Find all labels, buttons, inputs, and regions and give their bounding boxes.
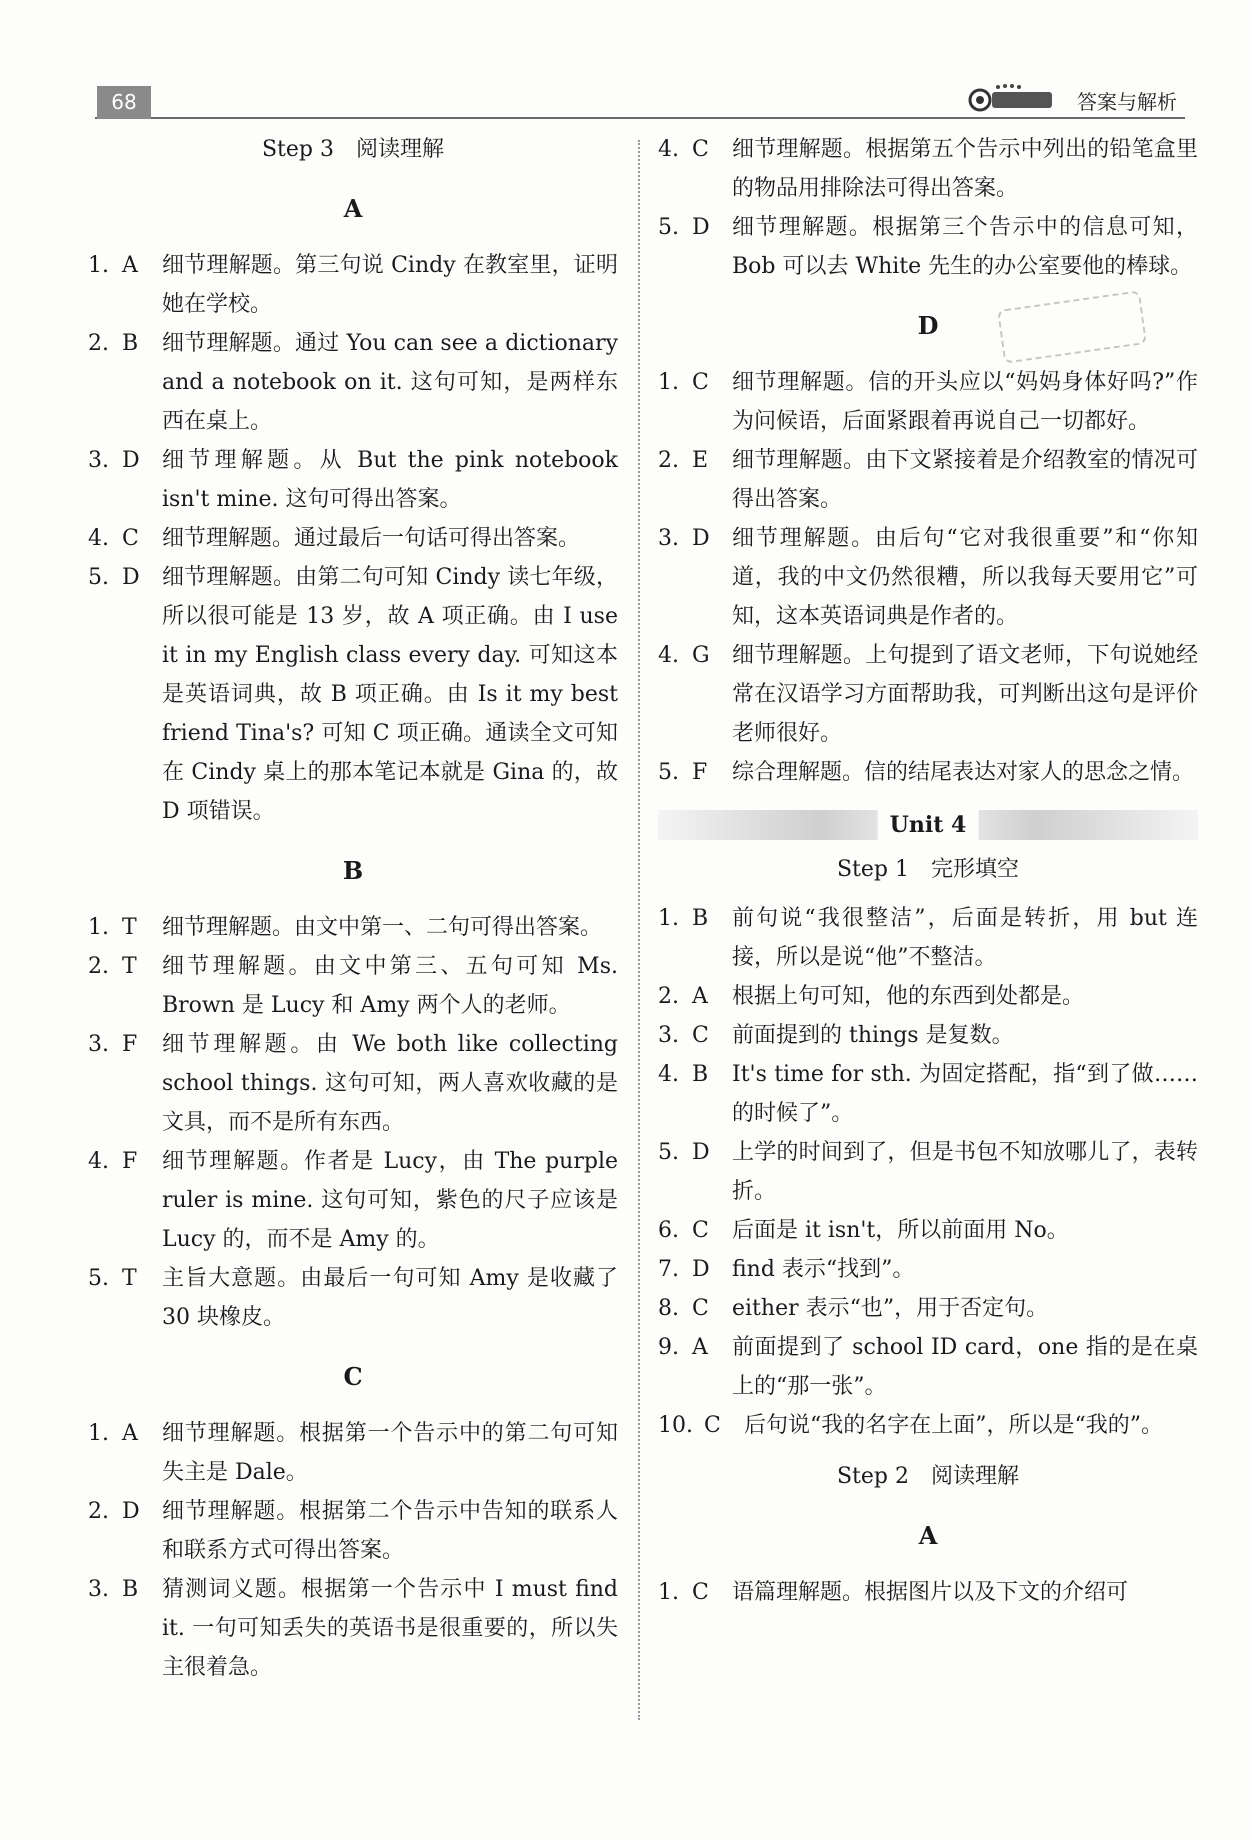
- answer-item: 6. C 后面是 it isn't，所以前面用 No。: [658, 1218, 1069, 1243]
- answer-item: 5. F 综合理解题。信的结尾表达对家人的思念之情。: [658, 760, 1195, 785]
- answer-item: 1. B 前句说“我很整洁”，后面是转折，用 but 连接，所以是说“他”不整洁。: [658, 906, 1198, 970]
- answer-item: 3. B 猜测词义题。根据第一个告示中 I must find it. 一句可知丢失的英语书是很重要的，所以失主很着急。: [88, 1577, 618, 1680]
- answer-item: 5. D 上学的时间到了，但是书包不知放哪儿了，表转折。: [658, 1140, 1198, 1204]
- step-title: Step 3 阅读理解: [261, 137, 444, 162]
- unit-banner: [658, 810, 1198, 840]
- step-title: Step 2 阅读理解: [836, 1464, 1019, 1489]
- answer-item: 9. A 前面提到了 school ID card，one 指的是在桌上的“那一张”。: [658, 1335, 1198, 1399]
- section-letter: B: [342, 856, 364, 885]
- section-letter: D: [917, 311, 939, 340]
- step-title: Step 1 完形填空: [836, 857, 1019, 882]
- answer-item: 2. D 细节理解题。根据第二个告示中告知的联系人和联系方式可得出答案。: [88, 1499, 618, 1563]
- header-rule: [95, 117, 1185, 119]
- answer-item: 1. A 细节理解题。第三句说 Cindy 在教室里，证明她在学校。: [88, 253, 618, 317]
- answer-item: 10. C 后句说“我的名字在上面”，所以是“我的”。: [658, 1413, 1163, 1438]
- answer-item: 2. A 根据上句可知，他的东西到处都是。: [658, 984, 1085, 1009]
- answer-item: 2. B 细节理解题。通过 You can see a dictionary and a notebook on it. 这句可知，是两样东西在桌上。: [88, 331, 618, 434]
- answer-item: 5. D 细节理解题。根据第三个告示中的信息可知，Bob 可以去 White 先生的办公室要他的棒球。: [658, 215, 1198, 279]
- answer-item: 8. C either 表示“也”，用于否定句。: [658, 1296, 1049, 1321]
- answer-item: 5. T 主旨大意题。由最后一句可知 Amy 是收藏了 30 块橡皮。: [88, 1266, 618, 1330]
- answer-item: 2. T 细节理解题。由文中第三、五句可知 Ms. Brown 是 Lucy 和 Amy 两个人的老师。: [88, 954, 618, 1018]
- answer-item: 4. F 细节理解题。作者是 Lucy，由 The purple ruler is mine. 这句可知，紫色的尺子应该是 Lucy 的，而不是 Amy 的。: [88, 1149, 618, 1252]
- right-column: [658, 130, 1198, 1612]
- unit-title: Unit 4: [878, 810, 979, 840]
- header-title: 答案与解析: [1077, 90, 1177, 114]
- answer-item: 4. C 细节理解题。通过最后一句话可得出答案。: [88, 526, 581, 551]
- answer-item: 1. T 细节理解题。由文中第一、二句可得出答案。: [88, 915, 603, 940]
- answer-item: 1. C 细节理解题。信的开头应以“妈妈身体好吗?”作为问候语，后面紧跟着再说自己一切都好。: [658, 370, 1198, 434]
- section-letter: A: [343, 194, 363, 223]
- answer-item: 1. A 细节理解题。根据第一个告示中的第二句可知失主是 Dale。: [88, 1421, 618, 1485]
- answer-item: 3. C 前面提到的 things 是复数。: [658, 1023, 1014, 1048]
- answer-item: 3. F 细节理解题。由 We both like collecting school things. 这句可知，两人喜欢收藏的是文具，而不是所有东西。: [88, 1032, 618, 1135]
- left-column: [88, 130, 618, 1687]
- answer-item: 4. C 细节理解题。根据第五个告示中列出的铅笔盒里的物品用排除法可得出答案。: [658, 137, 1198, 201]
- answer-item: 3. D 细节理解题。由后句“它对我很重要”和“你知道，我的中文仍然很糟，所以我每天要用它”可知，这本英语词典是作者的。: [658, 526, 1198, 629]
- answer-item: 4. G 细节理解题。上句提到了语文老师，下句说她经常在汉语学习方面帮助我，可判断出这句是评价老师很好。: [658, 643, 1198, 746]
- section-letter: C: [343, 1362, 363, 1391]
- answer-item: 1. C 语篇理解题。根据图片以及下文的介绍可: [658, 1580, 1129, 1605]
- answer-item: 5. D 细节理解题。由第二句可知 Cindy 读七年级，所以很可能是 13 岁，故 A 项正确。由 I use it in my English class every day. 可知这本是英语词典，故 B 项正确。由 Is it my best friend Tina's? 可知 C 项正确。通读全文可知在 Cindy 桌上的那本笔记本就是 Gina 的，故 D 项错误。: [88, 565, 618, 824]
- answer-item: 3. D 细节理解题。从 But the pink notebook isn't mine. 这句可得出答案。: [88, 448, 618, 512]
- column-divider: [638, 140, 640, 1720]
- brand-logo-icon: [968, 82, 1058, 116]
- page-number: 68: [97, 86, 151, 119]
- section-letter: A: [918, 1521, 938, 1550]
- answer-item: 7. D find 表示“找到”。: [658, 1257, 915, 1282]
- answer-item: 2. E 细节理解题。由下文紧接着是介绍教室的情况可得出答案。: [658, 448, 1198, 512]
- answer-item: 4. B It's time for sth. 为固定搭配，指“到了做……的时候了”。: [658, 1062, 1198, 1126]
